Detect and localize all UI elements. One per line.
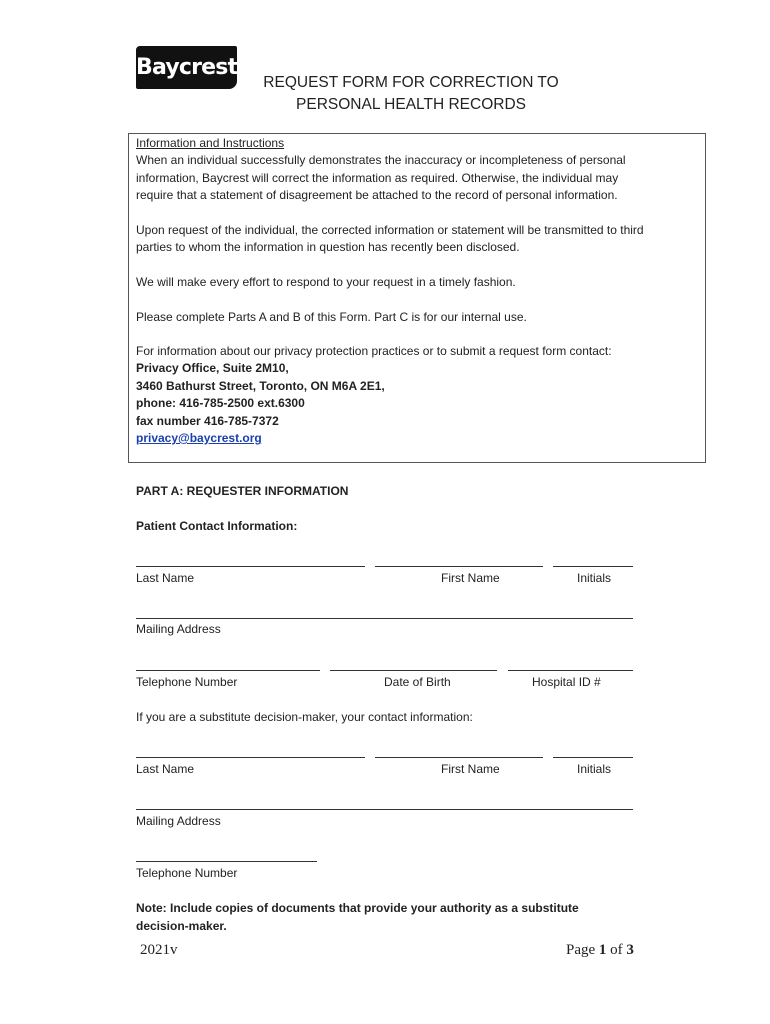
page-number: 1 bbox=[598, 942, 607, 958]
patient-mailing-address-label: Mailing Address bbox=[136, 622, 221, 636]
page-indicator bbox=[566, 942, 634, 959]
form-version: 2021v bbox=[140, 942, 178, 958]
privacy-office-phone: phone: 416-785-2500 ext.6300 bbox=[136, 396, 305, 410]
instructions-paragraph-1-line-2: information, Baycrest will correct the information as required. Otherwise, the individual may bbox=[136, 171, 619, 185]
note-line-2: decision-maker. bbox=[136, 919, 227, 933]
instructions-paragraph-4: Please complete Parts A and B of this Form. Part C is for our internal use. bbox=[136, 310, 527, 324]
patient-first-name-field[interactable] bbox=[375, 566, 543, 567]
form-title-line-2: PERSONAL HEALTH RECORDS bbox=[296, 96, 526, 113]
patient-telephone-label: Telephone Number bbox=[136, 675, 238, 689]
patient-hospital-id-field[interactable] bbox=[508, 670, 633, 671]
patient-hospital-id-label: Hospital ID # bbox=[532, 675, 601, 689]
page-word: Page bbox=[566, 942, 596, 958]
privacy-email-link[interactable]: privacy@baycrest.org bbox=[136, 431, 262, 445]
instructions-paragraph-1-line-3: require that a statement of disagreement be attached to the record of personal information. bbox=[136, 188, 618, 202]
instructions-paragraph-2-line-2: parties to whom the information in question has recently been disclosed. bbox=[136, 240, 520, 254]
privacy-office-address: 3460 Bathurst Street, Toronto, ON M6A 2E1, bbox=[136, 379, 385, 393]
patient-telephone-field[interactable] bbox=[136, 670, 320, 671]
sdm-initials-label: Initials bbox=[577, 762, 612, 776]
sdm-last-name-field[interactable] bbox=[136, 757, 365, 758]
sdm-telephone-field[interactable] bbox=[136, 861, 317, 862]
patient-mailing-address-field[interactable] bbox=[136, 618, 633, 619]
sdm-telephone-label: Telephone Number bbox=[136, 866, 238, 880]
sdm-mailing-address-field[interactable] bbox=[136, 809, 633, 810]
patient-last-name-field[interactable] bbox=[136, 566, 365, 567]
baycrest-logo: Baycrest bbox=[136, 46, 237, 89]
patient-initials-field[interactable] bbox=[553, 566, 633, 567]
instructions-paragraph-3: We will make every effort to respond to your request in a timely fashion. bbox=[136, 275, 516, 289]
part-a-heading: PART A: REQUESTER INFORMATION bbox=[136, 484, 349, 498]
patient-dob-field[interactable] bbox=[330, 670, 497, 671]
patient-first-name-label: First Name bbox=[441, 571, 500, 585]
of-word: of bbox=[610, 942, 623, 958]
patient-last-name-label: Last Name bbox=[136, 571, 195, 585]
instructions-paragraph-2-line-1: Upon request of the individual, the corrected information or statement will be transmitted to third bbox=[136, 223, 644, 237]
sdm-last-name-label: Last Name bbox=[136, 762, 195, 776]
sdm-initials-field[interactable] bbox=[553, 757, 633, 758]
form-title-line-1: REQUEST FORM FOR CORRECTION TO bbox=[263, 74, 559, 91]
sdm-intro: If you are a substitute decision-maker, your contact information: bbox=[136, 710, 473, 724]
patient-initials-label: Initials bbox=[577, 571, 612, 585]
patient-dob-label: Date of Birth bbox=[384, 675, 451, 689]
sdm-first-name-field[interactable] bbox=[375, 757, 543, 758]
page-total: 3 bbox=[626, 942, 634, 958]
sdm-mailing-address-label: Mailing Address bbox=[136, 814, 221, 828]
sdm-first-name-label: First Name bbox=[441, 762, 500, 776]
instructions-paragraph-1-line-1: When an individual successfully demonstrates the inaccuracy or incompleteness of personal bbox=[136, 153, 626, 167]
patient-contact-heading: Patient Contact Information: bbox=[136, 519, 298, 533]
instructions-heading: Information and Instructions bbox=[136, 136, 285, 150]
note-line-1: Note: Include copies of documents that provide your authority as a substitute bbox=[136, 901, 579, 915]
privacy-office-fax: fax number 416-785-7372 bbox=[136, 414, 279, 428]
privacy-office-name: Privacy Office, Suite 2M10, bbox=[136, 361, 289, 375]
instructions-paragraph-5: For information about our privacy protection practices or to submit a request form contact: bbox=[136, 344, 612, 358]
